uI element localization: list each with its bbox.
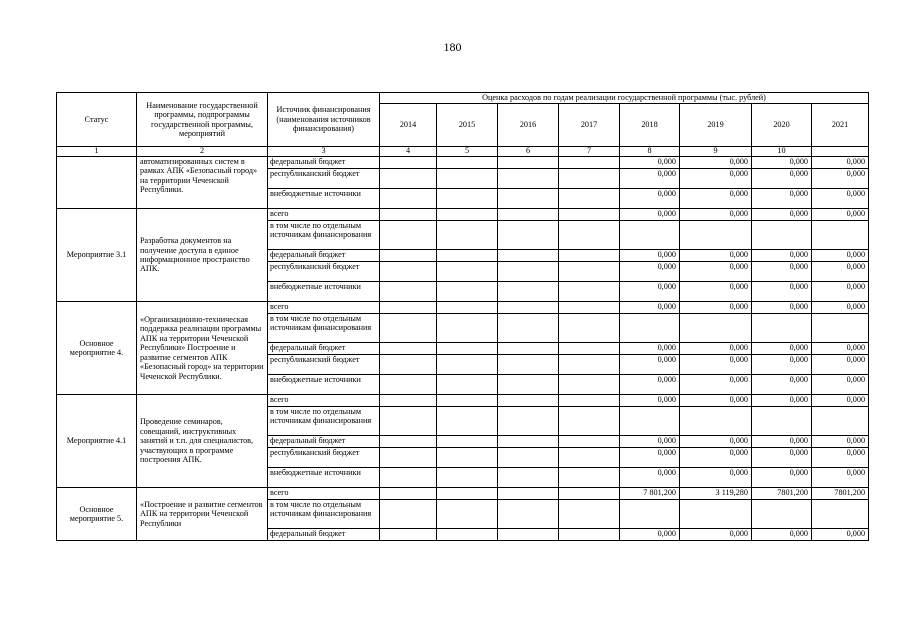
- value-cell: 0,000: [812, 355, 869, 375]
- value-cell: 0,000: [752, 529, 812, 541]
- source-cell: внебюджетные источники: [268, 282, 380, 302]
- value-cell: [559, 468, 620, 488]
- value-cell: [380, 500, 437, 529]
- value-cell: [498, 314, 559, 343]
- value-cell: 0,000: [620, 157, 680, 169]
- value-cell: [559, 343, 620, 355]
- value-cell: [752, 500, 812, 529]
- value-cell: 0,000: [752, 169, 812, 189]
- value-cell: 0,000: [812, 250, 869, 262]
- value-cell: [498, 169, 559, 189]
- header-year: 2017: [559, 104, 620, 147]
- value-cell: [437, 221, 498, 250]
- value-cell: [498, 407, 559, 436]
- value-cell: 0,000: [812, 448, 869, 468]
- value-cell: 0,000: [812, 302, 869, 314]
- column-index: 1: [57, 147, 137, 157]
- value-cell: 0,000: [680, 395, 752, 407]
- value-cell: [380, 343, 437, 355]
- value-cell: [812, 407, 869, 436]
- value-cell: [380, 448, 437, 468]
- value-cell: 0,000: [680, 250, 752, 262]
- measure-name-cell: «Построение и развитие сегментов АПК на территории Чеченской Республики: [137, 488, 268, 541]
- value-cell: 0,000: [680, 157, 752, 169]
- value-cell: [437, 468, 498, 488]
- value-cell: [380, 157, 437, 169]
- value-cell: [498, 355, 559, 375]
- measure-name-cell: Проведение семинаров, совещаний, инструктивных занятий и т.п. для специалистов, участвующих в программе построения АПК.: [137, 395, 268, 488]
- value-cell: 0,000: [620, 262, 680, 282]
- value-cell: [437, 529, 498, 541]
- value-cell: [498, 209, 559, 221]
- value-cell: [380, 314, 437, 343]
- value-cell: [559, 500, 620, 529]
- value-cell: 0,000: [680, 468, 752, 488]
- column-index: 7: [559, 147, 620, 157]
- value-cell: [559, 209, 620, 221]
- value-cell: 0,000: [680, 189, 752, 209]
- value-cell: 0,000: [812, 529, 869, 541]
- value-cell: 0,000: [812, 436, 869, 448]
- page-number: 180: [443, 40, 462, 54]
- value-cell: 0,000: [752, 262, 812, 282]
- value-cell: [380, 529, 437, 541]
- status-cell: Основное мероприятие 4.: [57, 302, 137, 395]
- value-cell: [380, 262, 437, 282]
- value-cell: [559, 436, 620, 448]
- table-row: [57, 157, 869, 169]
- source-cell: республиканский бюджет: [268, 448, 380, 468]
- measure-name-cell: «Организационно-техническая поддержка реализации программы АПК на территории Чеченской Республики» Построение и развитие сегментов АПК «Безопасный город» на территории Чеченской Республики.: [137, 302, 268, 395]
- value-cell: [437, 448, 498, 468]
- header-estimate: Оценка расходов по годам реализации государственной программы (тыс. рублей): [380, 93, 869, 104]
- value-cell: [680, 407, 752, 436]
- value-cell: [812, 314, 869, 343]
- value-cell: [380, 375, 437, 395]
- value-cell: 0,000: [812, 343, 869, 355]
- source-cell: внебюджетные источники: [268, 375, 380, 395]
- column-index: 5: [437, 147, 498, 157]
- value-cell: [380, 436, 437, 448]
- source-cell: федеральный бюджет: [268, 436, 380, 448]
- value-cell: [498, 262, 559, 282]
- value-cell: [437, 302, 498, 314]
- column-index: 10: [752, 147, 812, 157]
- value-cell: [437, 282, 498, 302]
- value-cell: [498, 448, 559, 468]
- value-cell: 0,000: [752, 355, 812, 375]
- value-cell: [498, 302, 559, 314]
- column-index: 8: [620, 147, 680, 157]
- value-cell: [498, 488, 559, 500]
- header-year: 2014: [380, 104, 437, 147]
- value-cell: 7 801,200: [620, 488, 680, 500]
- value-cell: 0,000: [752, 395, 812, 407]
- value-cell: [437, 488, 498, 500]
- value-cell: 0,000: [620, 395, 680, 407]
- header-status: Статус: [57, 93, 137, 147]
- value-cell: 0,000: [680, 262, 752, 282]
- value-cell: [680, 314, 752, 343]
- source-cell: всего: [268, 302, 380, 314]
- column-index: 6: [498, 147, 559, 157]
- value-cell: [752, 221, 812, 250]
- value-cell: [559, 314, 620, 343]
- value-cell: 0,000: [680, 209, 752, 221]
- value-cell: 0,000: [812, 395, 869, 407]
- header-year: 2015: [437, 104, 498, 147]
- value-cell: [437, 500, 498, 529]
- value-cell: [380, 250, 437, 262]
- source-cell: внебюджетные источники: [268, 189, 380, 209]
- value-cell: 0,000: [812, 375, 869, 395]
- header-name: Наименование государственной программы, подпрограммы государственной программы, мероприятий: [137, 93, 268, 147]
- table-row: [57, 488, 869, 500]
- value-cell: [559, 395, 620, 407]
- status-cell: Мероприятие 4.1: [57, 395, 137, 488]
- value-cell: 0,000: [680, 529, 752, 541]
- value-cell: 0,000: [680, 448, 752, 468]
- value-cell: [437, 343, 498, 355]
- measure-name-cell: Разработка документов на получение доступа в единое информационное пространство АПК.: [137, 209, 268, 302]
- value-cell: 0,000: [680, 375, 752, 395]
- header-year: 2021: [812, 104, 869, 147]
- value-cell: [559, 355, 620, 375]
- column-index: [812, 147, 869, 157]
- value-cell: 0,000: [620, 282, 680, 302]
- value-cell: 0,000: [752, 468, 812, 488]
- value-cell: [559, 407, 620, 436]
- source-cell: всего: [268, 209, 380, 221]
- source-cell: республиканский бюджет: [268, 262, 380, 282]
- value-cell: 0,000: [620, 529, 680, 541]
- table-row: [57, 209, 869, 221]
- value-cell: [559, 302, 620, 314]
- value-cell: 0,000: [812, 282, 869, 302]
- header-source: Источник финансирования (наименования источников финансирования): [268, 93, 380, 147]
- value-cell: [498, 189, 559, 209]
- value-cell: 0,000: [680, 169, 752, 189]
- value-cell: [380, 395, 437, 407]
- source-cell: федеральный бюджет: [268, 250, 380, 262]
- value-cell: [437, 436, 498, 448]
- value-cell: [380, 189, 437, 209]
- value-cell: [437, 314, 498, 343]
- status-cell: [57, 157, 137, 209]
- status-cell: Мероприятие 3.1: [57, 209, 137, 302]
- value-cell: [498, 221, 559, 250]
- value-cell: 0,000: [620, 343, 680, 355]
- value-cell: [437, 262, 498, 282]
- header-year: 2020: [752, 104, 812, 147]
- value-cell: [812, 221, 869, 250]
- value-cell: [680, 500, 752, 529]
- value-cell: [437, 407, 498, 436]
- source-cell: республиканский бюджет: [268, 169, 380, 189]
- value-cell: 0,000: [812, 157, 869, 169]
- value-cell: [620, 314, 680, 343]
- value-cell: 0,000: [812, 209, 869, 221]
- value-cell: [380, 488, 437, 500]
- value-cell: [559, 448, 620, 468]
- value-cell: 0,000: [620, 375, 680, 395]
- column-index: 4: [380, 147, 437, 157]
- value-cell: [620, 221, 680, 250]
- value-cell: [437, 250, 498, 262]
- value-cell: 0,000: [620, 169, 680, 189]
- source-cell: внебюджетные источники: [268, 468, 380, 488]
- value-cell: [498, 529, 559, 541]
- value-cell: [380, 221, 437, 250]
- value-cell: 3 119,280: [680, 488, 752, 500]
- header-year: 2016: [498, 104, 559, 147]
- value-cell: [437, 157, 498, 169]
- value-cell: 0,000: [620, 436, 680, 448]
- source-cell: республиканский бюджет: [268, 355, 380, 375]
- value-cell: [620, 500, 680, 529]
- source-cell: в том числе по отдельным источникам финансирования: [268, 407, 380, 436]
- value-cell: [752, 314, 812, 343]
- value-cell: 0,000: [752, 250, 812, 262]
- value-cell: [680, 221, 752, 250]
- value-cell: 0,000: [620, 209, 680, 221]
- value-cell: [559, 375, 620, 395]
- value-cell: [812, 500, 869, 529]
- value-cell: [437, 209, 498, 221]
- value-cell: [437, 189, 498, 209]
- value-cell: 7801,200: [752, 488, 812, 500]
- value-cell: 0,000: [620, 448, 680, 468]
- value-cell: 0,000: [680, 282, 752, 302]
- value-cell: 0,000: [752, 448, 812, 468]
- value-cell: [437, 375, 498, 395]
- value-cell: [437, 355, 498, 375]
- value-cell: [559, 169, 620, 189]
- value-cell: [498, 282, 559, 302]
- source-cell: федеральный бюджет: [268, 529, 380, 541]
- measure-name-cell: автоматизированных систем в рамках АПК «Безопасный город» на территории Чеченской Республики.: [137, 157, 268, 209]
- value-cell: [498, 157, 559, 169]
- value-cell: 0,000: [752, 343, 812, 355]
- value-cell: 0,000: [680, 302, 752, 314]
- value-cell: [498, 375, 559, 395]
- value-cell: [437, 169, 498, 189]
- value-cell: 0,000: [752, 302, 812, 314]
- value-cell: [380, 302, 437, 314]
- header-year: 2018: [620, 104, 680, 147]
- value-cell: 0,000: [680, 343, 752, 355]
- value-cell: 0,000: [812, 468, 869, 488]
- table-body: [57, 157, 869, 541]
- value-cell: [437, 395, 498, 407]
- value-cell: 0,000: [752, 282, 812, 302]
- source-cell: федеральный бюджет: [268, 157, 380, 169]
- value-cell: 0,000: [752, 157, 812, 169]
- value-cell: [380, 407, 437, 436]
- value-cell: [620, 407, 680, 436]
- value-cell: [559, 157, 620, 169]
- column-index-row: [57, 147, 869, 157]
- source-cell: в том числе по отдельным источникам финансирования: [268, 221, 380, 250]
- value-cell: 0,000: [812, 169, 869, 189]
- value-cell: [559, 262, 620, 282]
- value-cell: 0,000: [812, 189, 869, 209]
- table-row: [57, 302, 869, 314]
- value-cell: [498, 436, 559, 448]
- value-cell: 0,000: [812, 262, 869, 282]
- value-cell: [380, 169, 437, 189]
- value-cell: [559, 189, 620, 209]
- value-cell: [559, 250, 620, 262]
- value-cell: [380, 468, 437, 488]
- value-cell: 0,000: [620, 468, 680, 488]
- value-cell: 0,000: [680, 436, 752, 448]
- value-cell: [380, 209, 437, 221]
- value-cell: [380, 282, 437, 302]
- value-cell: 0,000: [620, 302, 680, 314]
- value-cell: [498, 500, 559, 529]
- column-index: 3: [268, 147, 380, 157]
- column-index: 9: [680, 147, 752, 157]
- source-cell: всего: [268, 395, 380, 407]
- value-cell: [498, 468, 559, 488]
- value-cell: 0,000: [620, 355, 680, 375]
- column-index: 2: [137, 147, 268, 157]
- value-cell: [559, 529, 620, 541]
- value-cell: [498, 343, 559, 355]
- source-cell: в том числе по отдельным источникам финансирования: [268, 500, 380, 529]
- value-cell: 0,000: [620, 189, 680, 209]
- source-cell: в том числе по отдельным источникам финансирования: [268, 314, 380, 343]
- value-cell: 0,000: [752, 189, 812, 209]
- source-cell: всего: [268, 488, 380, 500]
- value-cell: 0,000: [680, 355, 752, 375]
- value-cell: [559, 221, 620, 250]
- value-cell: [559, 488, 620, 500]
- value-cell: [752, 407, 812, 436]
- table-row: [57, 395, 869, 407]
- value-cell: 0,000: [752, 209, 812, 221]
- value-cell: [559, 282, 620, 302]
- value-cell: 0,000: [620, 250, 680, 262]
- source-cell: федеральный бюджет: [268, 343, 380, 355]
- value-cell: [380, 355, 437, 375]
- header-year: 2019: [680, 104, 752, 147]
- value-cell: [498, 250, 559, 262]
- value-cell: [498, 395, 559, 407]
- value-cell: 0,000: [752, 375, 812, 395]
- financing-table: [56, 92, 869, 541]
- value-cell: 7801,200: [812, 488, 869, 500]
- value-cell: 0,000: [752, 436, 812, 448]
- status-cell: Основное мероприятие 5.: [57, 488, 137, 541]
